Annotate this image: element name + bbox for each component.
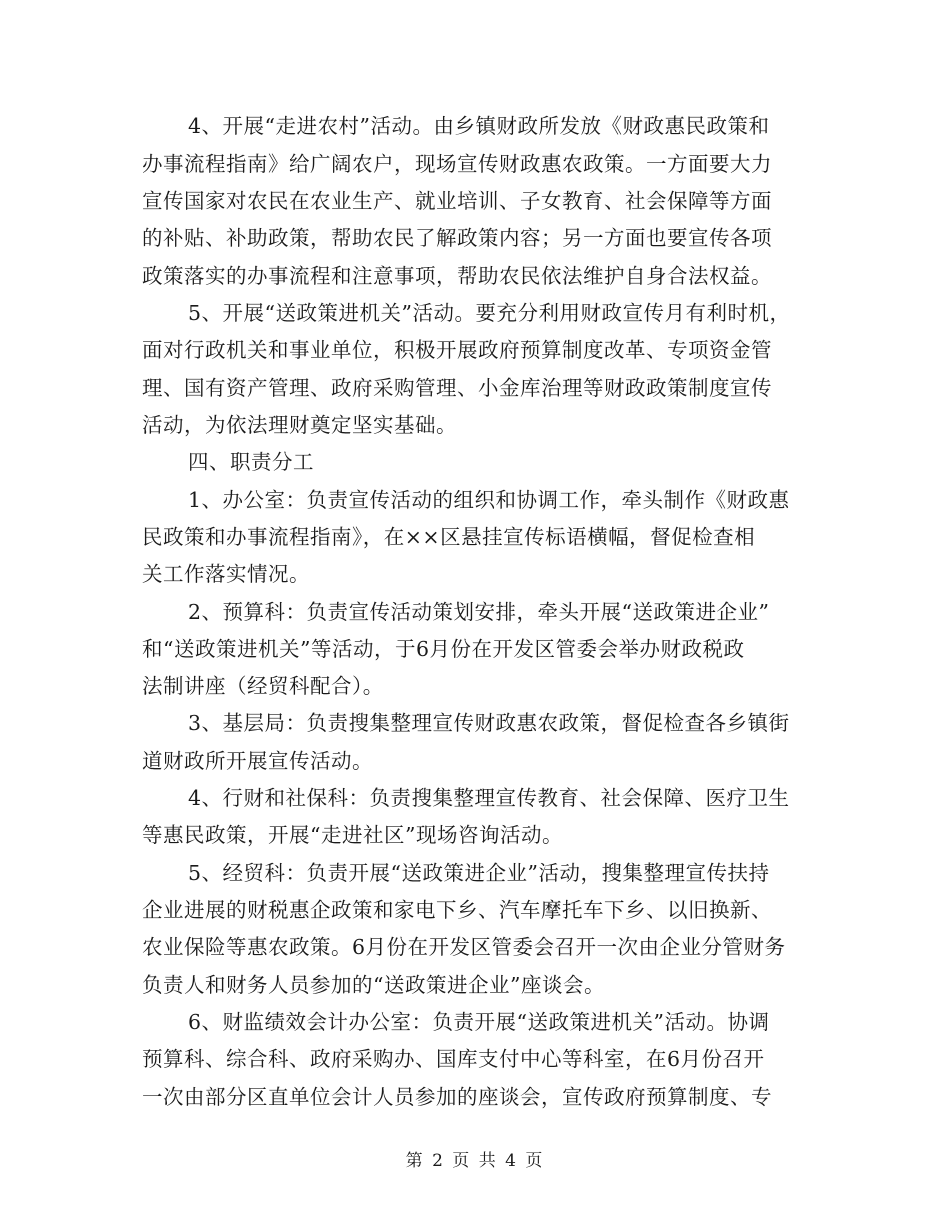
- paragraph-1-line-4: 的补贴、补助政策，帮助农民了解政策内容；另一方面也要宣传各项: [142, 226, 772, 250]
- paragraph-2-line-1: 5、开展“送政策进机关”活动。要充分利用财政宣传月有利时机，: [188, 301, 791, 325]
- section-heading: 四、职责分工: [188, 450, 314, 474]
- paragraph-2-line-4: 活动，为依法理财奠定坚实基础。: [142, 413, 457, 437]
- paragraph-2-line-2: 面对行政机关和事业单位，积极开展政府预算制度改革、专项资金管: [142, 338, 772, 362]
- page-number-footer: 第 2 页 共 4 页: [405, 1151, 545, 1171]
- paragraph-8-line-1: 6、财监绩效会计办公室：负责开展“送政策进机关”活动。协调: [188, 1010, 770, 1034]
- paragraph-3-line-1: 1、办公室：负责宣传活动的组织和协调工作，牵头制作《财政惠: [188, 488, 790, 512]
- paragraph-4-line-3: 法制讲座（经贸科配合）。: [142, 674, 384, 698]
- paragraph-1-line-1: 4、开展“走进农村”活动。由乡镇财政所发放《财政惠民政策和: [188, 114, 770, 138]
- paragraph-1-line-3: 宣传国家对农民在农业生产、就业培训、子女教育、社会保障等方面: [142, 189, 772, 213]
- paragraph-5-line-1: 3、基层局：负责搜集整理宣传财政惠农政策，督促检查各乡镇街: [188, 711, 790, 735]
- paragraph-8-line-2: 预算科、综合科、政府采购办、国库支付中心等科室，在6月份召开: [142, 1047, 765, 1071]
- paragraph-6-line-1: 4、行财和社保科：负责搜集整理宣传教育、社会保障、医疗卫生: [188, 786, 790, 810]
- paragraph-1-line-2: 办事流程指南》给广阔农户，现场宣传财政惠农政策。一方面要大力: [142, 152, 772, 176]
- paragraph-8-line-3: 一次由部分区直单位会计人员参加的座谈会，宣传政府预算制度、专: [142, 1085, 772, 1109]
- paragraph-7-line-4: 负责人和财务人员参加的“送政策进企业”座谈会。: [142, 973, 605, 997]
- paragraph-2-line-3: 理、国有资产管理、政府采购管理、小金库治理等财政政策制度宣传: [142, 376, 772, 400]
- paragraph-3-line-3: 关工作落实情况。: [142, 562, 310, 586]
- paragraph-7-line-1: 5、经贸科：负责开展“送政策进企业”活动，搜集整理宣传扶持: [188, 861, 770, 885]
- paragraph-3-line-2: 民政策和办事流程指南》，在××区悬挂宣传标语横幅，督促检查相: [142, 525, 756, 549]
- paragraph-4-line-2: 和“送政策进机关”等活动，于6月份在开发区管委会举办财政税政: [142, 637, 745, 661]
- paragraph-7-line-3: 农业保险等惠农政策。6月份在开发区管委会召开一次由企业分管财务: [142, 935, 786, 959]
- paragraph-1-line-5: 政策落实的办事流程和注意事项，帮助农民依法维护自身合法权益。: [142, 264, 772, 288]
- paragraph-5-line-2: 道财政所开展宣传活动。: [142, 749, 373, 773]
- paragraph-6-line-2: 等惠民政策，开展“走进社区”现场咨询活动。: [142, 823, 563, 847]
- paragraph-4-line-1: 2、预算科：负责宣传活动策划安排，牵头开展“送政策进企业”: [188, 600, 770, 624]
- paragraph-7-line-2: 企业进展的财税惠企政策和家电下乡、汽车摩托车下乡、以旧换新、: [142, 898, 772, 922]
